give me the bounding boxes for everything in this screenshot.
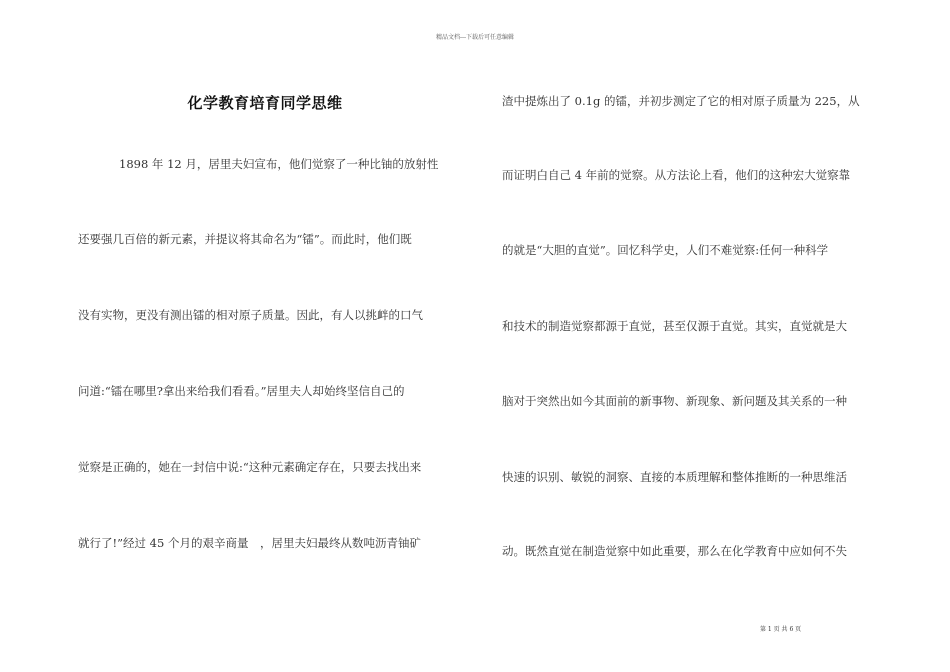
paragraph-line: 脑对于突然出如今其面前的新事物、新现象、新问题及其关系的一种: [502, 394, 847, 408]
paragraph-line: 快速的识别、敏锐的洞察、直接的本质理解和整体推断的一种思维活: [502, 470, 847, 484]
header-note: 精品文档---下载后可任意编辑: [435, 34, 515, 41]
paragraph-line: 而证明白自己 4 年前的觉察。从方法论上看，他们的这种宏大觉察靠: [502, 168, 851, 182]
paragraph-line: 渣中提炼出了 0.1g 的镭，并初步测定了它的相对原子质量为 225，从: [502, 94, 860, 108]
paragraph-line: 就行了!”经过 45 个月的艰辛商量 ，居里夫妇最终从数吨沥青铀矿: [78, 536, 421, 550]
paragraph-line: 动。既然直觉在制造觉察中如此重要，那么在化学教育中应如何不失: [502, 544, 847, 558]
paragraph-line: 还要强几百倍的新元素，并提议将其命名为“镭”。而此时，他们既: [78, 232, 412, 246]
paragraph-line: 问道:“镭在哪里?拿出来给我们看看。”居里夫人却始终坚信自己的: [78, 384, 405, 398]
paragraph-line: 和技术的制造觉察都源于直觉，甚至仅源于直觉。其实，直觉就是大: [502, 319, 847, 333]
paragraph-line: 1898 年 12 月，居里夫妇宣布，他们觉察了一种比铀的放射性: [119, 157, 439, 171]
page-number: 第 1 页 共 6 页: [760, 626, 802, 633]
paragraph-line: 觉察是正确的，她在一封信中说:“这种元素确定存在，只要去找出来: [78, 460, 422, 474]
document-title: 化学教育培育同学思维: [187, 94, 343, 112]
paragraph-line: 没有实物，更没有测出镭的相对原子质量。因此，有人以挑衅的口气: [78, 308, 423, 322]
paragraph-line: 的就是“大胆的直觉”。回忆科学史，人们不难觉察:任何一种科学: [502, 243, 829, 257]
